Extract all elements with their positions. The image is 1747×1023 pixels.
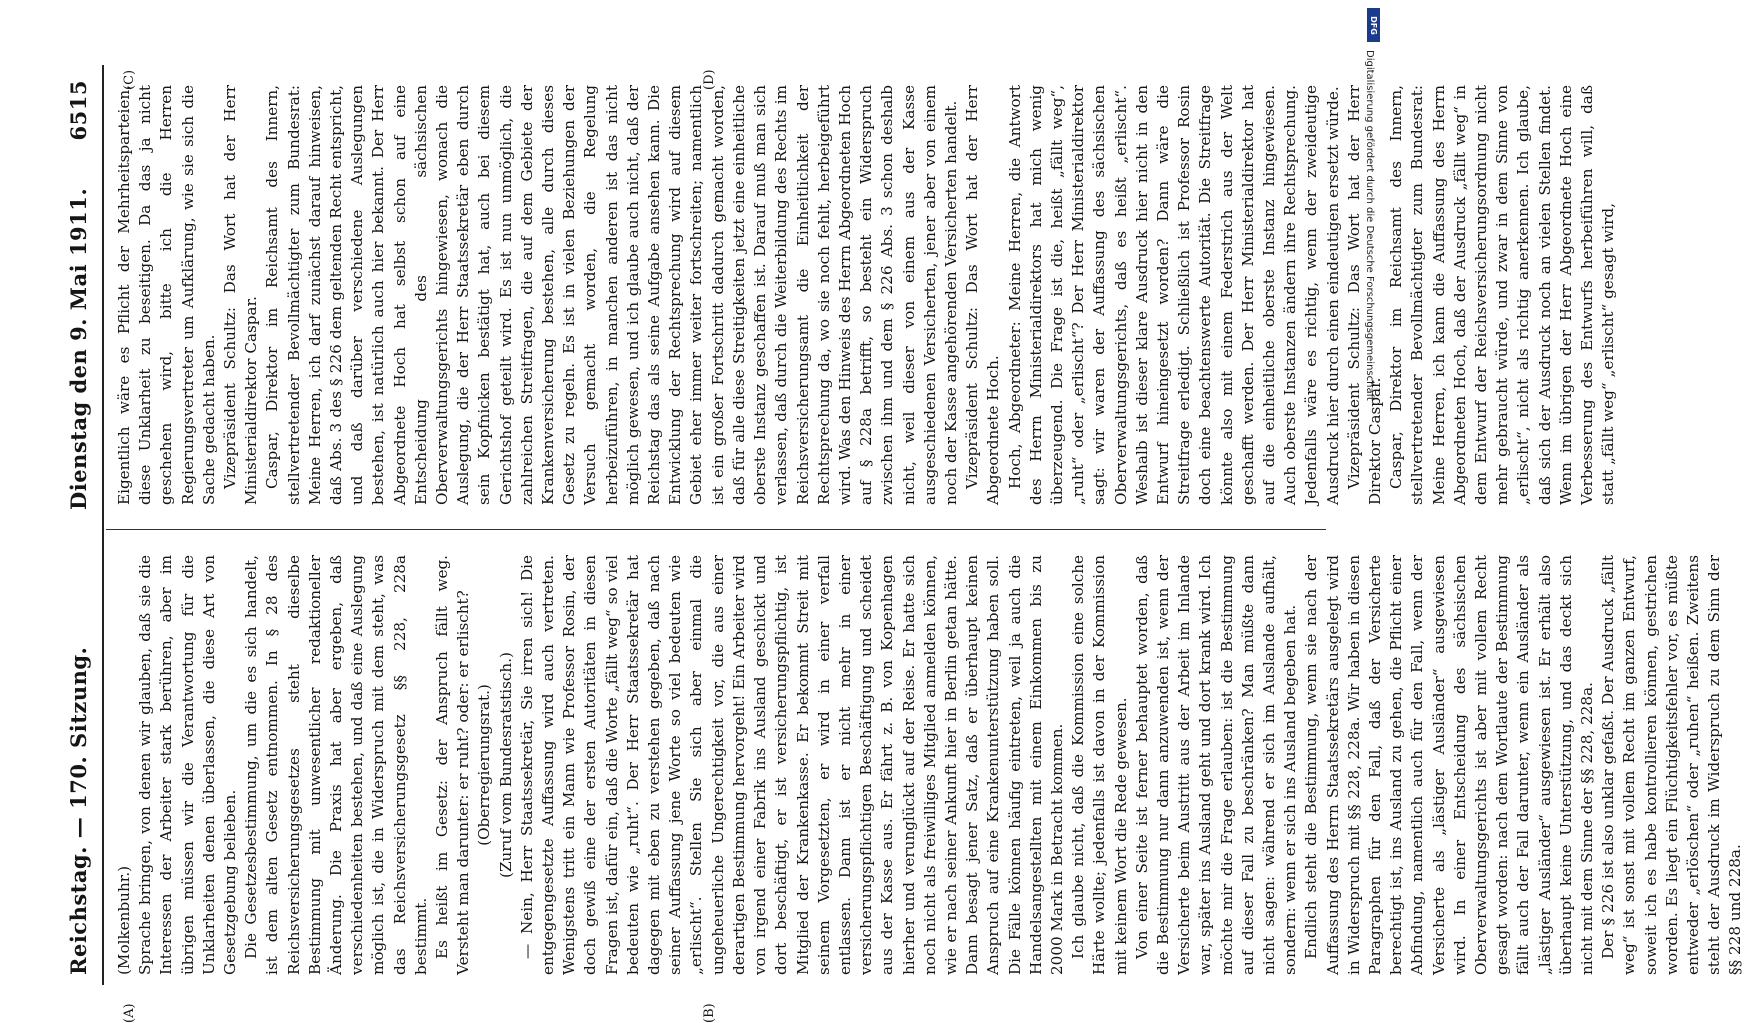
paragraph: Vizepräsident Schultz: Das Wort hat der Herr Direktor Caspar. xyxy=(1344,85,1384,505)
paragraph: Sprache bringen, von denen wir glauben, daß sie die Interessen der Arbeiter stark berühren, aber im übrigen müssen wir die Verantwortung für die Unklarheiten denen überlassen, die diese Art von Gesetzgebung belieben. xyxy=(136,555,240,975)
paragraph: Hoch, Abgeordneter: Meine Herren, die Antwort des Herrn Ministerialdirektors hat mich wenig überzeugend. Die Frage ist die, heißt „fällt weg“, „ruht“ oder „erlischt“? Der Herr Ministerialdirektor sagt: wir waren der Auffassung des sächsischen Oberverwaltungsgerichts, daß es heißt „erlischt“. Weshalb ist dieser klare Ausdruck hier nicht in den Entwurf hineingesetzt worden? Dann wäre die Streitfrage erledigt. Schließlich ist Professor Rosin doch eine beachtenswerte Autorität. Die Streitfrage könnte also mit einem Federstrich aus der Welt geschafft werden. Der Herr Ministerialdirektor hat auf die einheitliche oberste Instanz hingewiesen. Auch oberste Instanzen ändern ihre Rechtsprechung. Jedenfalls wäre es richtig, wenn der zweideutige Ausdruck hier durch einen eindeutigen ersetzt würde. xyxy=(1005,85,1342,505)
margin-marker-b: (B) xyxy=(702,1003,717,1023)
paragraph: Vizepräsident Schultz: Das Wort hat der Herr Ministerialdirektor Caspar. xyxy=(221,85,261,505)
paragraph: Vizepräsident Schultz: Das Wort hat der Herr Abgeordnete Hoch. xyxy=(963,85,1003,505)
running-head-right: Dienstag den 9. Mai 1911. xyxy=(66,187,91,510)
paragraph: Die Gesetzesbestimmung, um die es sich handelt, ist dem alten Gesetz entnommen. In § 28 des Reichsversicherungsgesetzes steht dieselbe Bestimmung mit unwesentlicher redaktioneller Änderung. Die Praxis hat aber ergeben, daß verschiedenheiten bestehen, und daß eine Auslegung möglich ist, die in Widerspruch mit dem steht, was das Reichsversicherungsgesetz §§ 228, 228a bestimmt. xyxy=(242,555,430,975)
paragraph: — Nein, Herr Staatssekretär, Sie irren sich! Die entgegengesetzte Auffassung wird auch vertreten. Wenigstens tritt ein Mann wie Professor Rosin, der doch gewiß eine der ersten Autoritäten in diesen Fragen ist, dafür ein, daß die Worte „fällt weg“ so viel bedeuten wie „ruht“. Der Herr Staatssekretär hat dagegen mit eben zu verstehen gegeben, daß nach seiner Auffassung jene Worte so viel bedeuten wie „erlischt“. Stellen Sie sich aber einmal die ungeheuerliche Ungerechtigkeit vor, die aus einer derartigen Bestimmung hervorgeht! Ein Arbeiter wird von irgend einer Fabrik ins Ausland geschickt und dort beschäftigt, er ist versicherungspflichtig, ist Mitglied der Krankenkasse. Er bekommt Streit mit seinem Vorgesetzten, er wird in einer verfall entlassen. Dann ist er nicht mehr in einer versicherungspflichtigen Beschäftigung und scheidet aus der Kasse aus. Er fährt z. B. von Kopenhagen hierher und verunglückt auf der Reise. Er hatte sich noch nicht als freiwilliges Mitglied anmelden können, wie er nach seiner Ankunft hier in Berlin getan hätte. Dann besagt jener Satz, daß er überhaupt keinen Anspruch auf eine Krankenunterstützung haben soll. Die Fälle können häufig eintreten, weil ja auch die Handelsangestellten mit einem Einkommen bis zu 2000 Mark in Betracht kommen. xyxy=(517,555,1066,975)
margin-marker-a: (A) xyxy=(122,1003,137,1023)
paragraph: Der § 226 ist also unklar gefaßt. Der Ausdruck „fällt weg“ ist sonst mit vollem Recht im ganzen Entwurf, soweit ich es habe kontrollieren können, gestrichen worden. Es liegt ein Flüchtigkeitsfehler vor, es müßte entweder „erlöschen“ oder „ruhen“ heißen. Zweitens steht der Ausdruck im Widerspruch zu dem Sinn der §§ 228 und 228a. xyxy=(1599,555,1745,975)
paragraph: Ich glaube nicht, daß die Kommission eine solche Härte wollte; jedenfalls ist davon in der Kommission mit keinem Wort die Rede gewesen. xyxy=(1069,555,1130,975)
paragraph: (Molkenbuhr.) xyxy=(115,865,133,975)
running-head xyxy=(62,65,102,985)
paragraph: (Zuruf vom Bundesratstisch.) xyxy=(496,652,515,878)
column-divider xyxy=(106,529,1326,530)
paragraph: Caspar, Direktor im Reichsamt des Innern, stellvertretender Bevollmächtigter zum Bundesrat: Meine Herren, ich darf zunächst darauf hinweisen, daß Abs. 3 des § 226 dem geltenden Recht entspricht, und daß darüber verschiedene Auslegungen bestehen, ist natürlich auch hier bekannt. Der Herr Abgeordnete Hoch hat selbst schon auf eine Entscheidung des sächsischen Oberverwaltungsgerichts hingewiesen, wonach die Auslegung, die der Herr Staatssekretär eben durch sein Kopfnicken bestätigt hat, auch bei diesem Gerichtshof geteilt wird. Es ist nun unmöglich, die zahlreichen Streitfragen, die auf dem Gebiete der Krankenversicherung bestehen, alle durch dieses Gesetz zu regeln. Es ist in vielen Beziehungen der Versuch gemacht worden, die Regelung herbeizuführen, in manchen anderen ist das nicht möglich gewesen, und ich glaube auch nicht, daß der Reichstag das als seine Aufgabe ansehen kann. Die Entwicklung der Rechtsprechung wird auf diesem Gebiet eher immer weiter fortschreiten; namentlich ist ein großer Fortschritt dadurch gemacht worden, daß für alle diese Streitigkeiten jetzt eine einheitliche oberste Instanz geschaffen ist. Darauf muß man sich verlassen, daß durch die Weiterbildung des Rechts im Reichsversicherungsamt die Einheitlichkeit der Rechtsprechung da, wo sie noch fehlt, herbeigeführt wird. Was den Hinweis des Herrn Abgeordneten Hoch auf § 228a betrifft, so besteht ein Widerspruch zwischen ihm und dem § 226 Abs. 3 schon deshalb nicht, weil dieser von einem aus der Kasse ausgeschiedenen Versicherten, jener aber von einem noch der Kasse angehörenden Versicherten handelt. xyxy=(263,85,960,505)
dfg-logo-text: DFG xyxy=(1369,15,1379,35)
margin-marker-d: (D) xyxy=(702,69,717,90)
left-column xyxy=(114,555,1745,975)
paragraph: Caspar, Direktor im Reichsamt des Innern, stellvertretender Bevollmächtigter zum Bundesrat: Meine Herren, ich kann die Auffassung des Herrn Abgeordneten Hoch, daß der Ausdruck „fällt weg“ in dem Entwurf der Reichsversicherungsordnung nicht mehr gebraucht würde, und zwar in dem Sinne von „erlischt“, nicht als richtig anerkennen. Ich glaube, daß sich der Ausdruck noch an vielen Stellen findet. Wenn im übrigen der Herr Abgeordnete Hoch eine Verbesserung des Entwurfs herbeiführen will, daß statt „fällt weg“ „erlischt“ gesagt wird, xyxy=(1387,85,1618,505)
paragraph: Endlich steht die Bestimmung, wenn sie nach der Auffassung des Herrn Staatssekretärs ausgelegt wird in Widerspruch mit §§ 228, 228a. Wir haben in diesen Paragraphen für den Fall, daß der Versicherte berechtigt ist, ins Ausland zu gehen, die Pflicht einer Abfindung, namentlich auch für den Fall, wenn der Versicherte als „lästiger Ausländer“ ausgewiesen wird. In einer Entscheidung des sächsischen Oberverwaltungsgerichts ist aber mit vollem Recht gesagt worden: nach dem Wortlaute der Bestimmung fällt auch der Fall darunter, wenn ein Ausländer als „lästiger Ausländer“ ausgewiesen ist. Er erhält also überhaupt keine Unterstützung, und das deckt sich nicht mit dem Sinne der §§ 228, 228a. xyxy=(1302,555,1597,975)
paragraph: (Oberregierungsrat.) xyxy=(475,684,494,846)
paragraph: Von einer Seite ist ferner behauptet worden, daß die Bestimmung nur dann anzuwenden ist, wenn der Versicherte beim Austritt aus der Arbeit im Inlande war, später ins Ausland geht und dort krank wird. Ich möchte mir die Frage erlauben: ist die Bestimmung auf dieser Fall zu beschränken? Man müßte dann nicht sagen: während er sich im Auslande aufhält, sondern: wenn er sich ins Ausland begeben hat. xyxy=(1132,555,1300,975)
header-rule xyxy=(102,65,104,985)
digitization-credit: Digitalisierung gefördert durch die Deutsche Forschungsgemeinschaft xyxy=(1364,50,1375,401)
page-number: 6515 xyxy=(66,80,91,141)
running-head-left: Reichstag. — 170. Sitzung. xyxy=(66,646,91,975)
dfg-logo-badge xyxy=(1367,8,1380,42)
margin-marker-c: (C) xyxy=(122,69,137,90)
paragraph: Eigentlich wäre es Pflicht der Mehrheitsparteien, diese Unklarheit zu beseitigen. Da das ja nicht geschehen wird, bitte ich die Herren Regierungsvertreter um Aufklärung, wie sie sich die Sache gedacht haben. xyxy=(115,85,218,505)
paragraph: Es heißt im Gesetz: der Anspruch fällt weg. Versteht man darunter: er ruht? oder: er erlischt? xyxy=(433,555,473,975)
